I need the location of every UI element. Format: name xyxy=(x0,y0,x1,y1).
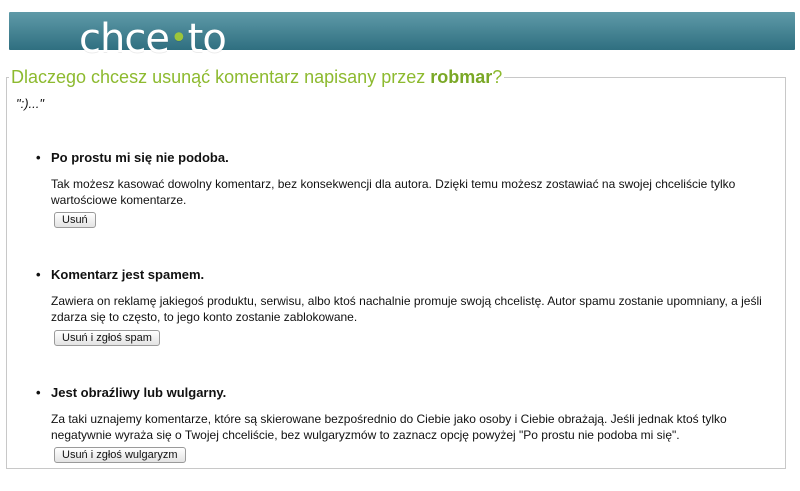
bullet-icon: • xyxy=(36,150,41,165)
option-title: Komentarz jest spamem. xyxy=(51,267,205,282)
bullet-icon: • xyxy=(36,267,41,282)
delete-button[interactable]: Usuń xyxy=(54,212,96,228)
site-header xyxy=(9,12,795,62)
comment-quote: ":)..." xyxy=(16,96,45,111)
option-description: Tak możesz kasować dowolny komentarz, bez konsekwencji dla autora. Dzięki temu możesz zostawiać na swojej chceliście tylko wartościowe komentarze. xyxy=(51,177,736,207)
option-description: Zawiera on reklamę jakiegoś produktu, serwisu, albo ktoś nachalnie promuje swoją chcelistę. Autor spamu zostanie upomniany, a jeśli zdarza się to często, to jego konto zostanie zablokowane. xyxy=(51,294,762,324)
bullet-icon: • xyxy=(36,385,41,400)
logo-text-right: to xyxy=(187,16,226,62)
logo-dot-icon: • xyxy=(169,21,187,56)
page-title xyxy=(9,67,504,88)
site-logo[interactable] xyxy=(79,16,226,62)
option-title: Po prostu mi się nie podoba. xyxy=(51,150,229,165)
title-prefix: Dlaczego chcesz usunąć komentarz napisany przez xyxy=(11,67,431,87)
delete-report-vulgar-button[interactable]: Usuń i zgłoś wulgaryzm xyxy=(54,447,186,463)
logo-text-left: chce xyxy=(79,16,169,62)
title-suffix: ? xyxy=(492,67,503,87)
delete-report-spam-button[interactable]: Usuń i zgłoś spam xyxy=(54,330,160,346)
comment-author-name: robmar xyxy=(430,67,493,87)
option-description: Za taki uznajemy komentarze, które są skierowane bezpośrednio do Ciebie jako osoby i Ciebie obrażają. Jeśli jednak ktoś tylko negatywnie wyraża się o Twojej chceliście, bez wulgaryzmów to zaznacz opcję powyżej "Po prostu nie podoba mi się". xyxy=(51,412,727,442)
option-title: Jest obraźliwy lub wulgarny. xyxy=(51,385,227,400)
